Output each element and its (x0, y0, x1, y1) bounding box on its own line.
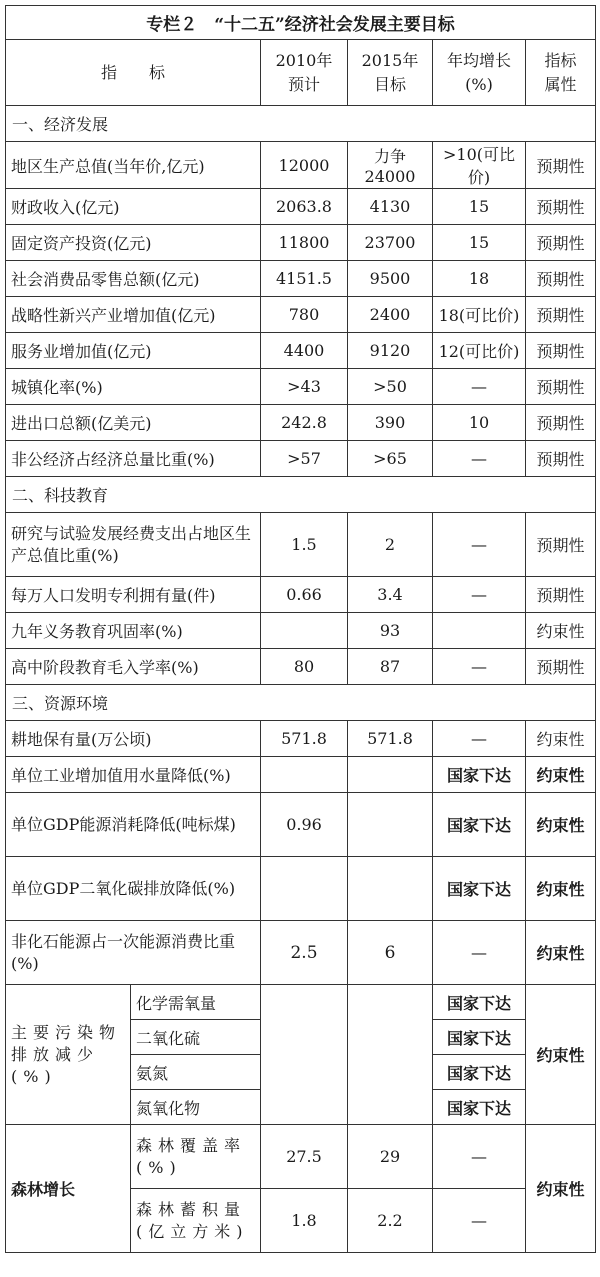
section-row (6, 106, 596, 142)
row-label: 非公经济占经济总量比重(%) (6, 441, 261, 477)
row-2015: 23700 (348, 225, 433, 261)
row-growth: 18 (433, 261, 526, 297)
table-row (6, 189, 596, 225)
row-label: 高中阶段教育毛入学率(%) (6, 649, 261, 685)
header-growth-line2: (%) (465, 74, 493, 94)
table-row (6, 793, 596, 857)
row-2015: 9500 (348, 261, 433, 297)
header-indicator: 指 标 (6, 40, 261, 106)
row-2015 (348, 793, 433, 857)
row-label: 单位工业增加值用水量降低(%) (6, 757, 261, 793)
pollutants-label: 主要污染物排放减少(%) (6, 985, 131, 1125)
forest-growth: — (433, 1125, 526, 1189)
row-2015: 3.4 (348, 577, 433, 613)
forest-item-name: 森林覆盖率(%) (131, 1125, 261, 1189)
row-label: 进出口总额(亿美元) (6, 405, 261, 441)
row-2010: 242.8 (261, 405, 348, 441)
row-attr: 约束性 (526, 721, 596, 757)
row-attr: 约束性 (526, 857, 596, 921)
row-2010: 571.8 (261, 721, 348, 757)
row-2015: 9120 (348, 333, 433, 369)
header-growth-line1: 年均增长 (446, 50, 511, 70)
header-2010-line1: 2010年 (275, 50, 333, 70)
header-growth (433, 40, 526, 106)
table-row (6, 441, 596, 477)
row-label: 非化石能源占一次能源消费比重(%) (6, 921, 261, 985)
row-label: 固定资产投资(亿元) (6, 225, 261, 261)
row-attr: 预期性 (526, 405, 596, 441)
row-2015: >50 (348, 369, 433, 405)
row-2010: 11800 (261, 225, 348, 261)
header-2010 (261, 40, 348, 106)
table-row (6, 757, 596, 793)
row-2010: 4400 (261, 333, 348, 369)
forest-2015: 2.2 (348, 1189, 433, 1253)
row-growth (433, 613, 526, 649)
pollutant-growth: 国家下达 (433, 985, 526, 1020)
forest-row (6, 1125, 596, 1189)
forest-2010: 27.5 (261, 1125, 348, 1189)
row-2010 (261, 757, 348, 793)
table-title: 专栏２ “十二五”经济社会发展主要目标 (6, 6, 596, 40)
row-label: 社会消费品零售总额(亿元) (6, 261, 261, 297)
targets-table (5, 5, 596, 1253)
header-attr-line2: 属性 (544, 74, 577, 94)
table-row (6, 513, 596, 577)
row-2010 (261, 857, 348, 921)
forest-growth: — (433, 1189, 526, 1253)
section-row (6, 477, 596, 513)
row-growth: — (433, 577, 526, 613)
section-row (6, 685, 596, 721)
section-resources: 三、资源环境 (6, 685, 596, 721)
row-growth: 国家下达 (433, 793, 526, 857)
table-row (6, 297, 596, 333)
row-attr: 预期性 (526, 261, 596, 297)
row-attr: 约束性 (526, 757, 596, 793)
row-attr: 预期性 (526, 369, 596, 405)
header-2010-line2: 预计 (287, 74, 320, 94)
row-2010: 780 (261, 297, 348, 333)
row-2010: >57 (261, 441, 348, 477)
table-row (6, 577, 596, 613)
table-row (6, 261, 596, 297)
header-2015 (348, 40, 433, 106)
table-row (6, 369, 596, 405)
pollutant-growth: 国家下达 (433, 1020, 526, 1055)
forest-item-name: 森林蓄积量(亿立方米) (131, 1189, 261, 1253)
row-growth: — (433, 369, 526, 405)
row-label: 九年义务教育巩固率(%) (6, 613, 261, 649)
row-label: 战略性新兴产业增加值(亿元) (6, 297, 261, 333)
table-row (6, 613, 596, 649)
row-2010: 4151.5 (261, 261, 348, 297)
row-growth: 18(可比价) (433, 297, 526, 333)
row-2010 (261, 613, 348, 649)
pollutants-2015-empty (348, 985, 433, 1125)
row-2015: 6 (348, 921, 433, 985)
row-label: 每万人口发明专利拥有量(件) (6, 577, 261, 613)
caption-row (6, 6, 596, 40)
row-attr: 预期性 (526, 297, 596, 333)
row-2010: 2063.8 (261, 189, 348, 225)
table-row (6, 721, 596, 757)
row-attr: 约束性 (526, 613, 596, 649)
row-growth: — (433, 721, 526, 757)
row-2010: 80 (261, 649, 348, 685)
row-2015: 93 (348, 613, 433, 649)
row-attr: 预期性 (526, 649, 596, 685)
row-2010: 1.5 (261, 513, 348, 577)
table-row (6, 333, 596, 369)
table-row (6, 857, 596, 921)
table-row (6, 649, 596, 685)
row-2015: 力争24000 (348, 142, 433, 189)
row-2015 (348, 857, 433, 921)
header-attr-line1: 指标 (544, 50, 577, 70)
section-tech: 二、科技教育 (6, 477, 596, 513)
row-label: 财政收入(亿元) (6, 189, 261, 225)
forest-label: 森林增长 (6, 1125, 131, 1253)
row-growth: 10 (433, 405, 526, 441)
forest-2010: 1.8 (261, 1189, 348, 1253)
row-2015: 2400 (348, 297, 433, 333)
row-label: 耕地保有量(万公顷) (6, 721, 261, 757)
row-attr: 预期性 (526, 225, 596, 261)
row-2015: 2 (348, 513, 433, 577)
row-2010: 0.96 (261, 793, 348, 857)
row-growth: 国家下达 (433, 857, 526, 921)
pollutants-attr: 约束性 (526, 985, 596, 1125)
row-2010: 0.66 (261, 577, 348, 613)
table-row (6, 225, 596, 261)
forest-attr: 约束性 (526, 1125, 596, 1253)
row-label: 城镇化率(%) (6, 369, 261, 405)
row-growth: 12(可比价) (433, 333, 526, 369)
row-growth: — (433, 649, 526, 685)
row-growth: 国家下达 (433, 757, 526, 793)
row-growth: — (433, 513, 526, 577)
row-2015: 87 (348, 649, 433, 685)
row-label: 服务业增加值(亿元) (6, 333, 261, 369)
table-row (6, 921, 596, 985)
row-label: 单位GDP二氧化碳排放降低(%) (6, 857, 261, 921)
row-growth: — (433, 921, 526, 985)
row-attr: 约束性 (526, 793, 596, 857)
row-attr: 预期性 (526, 441, 596, 477)
row-2015 (348, 757, 433, 793)
pollutant-name: 二氧化硫 (131, 1020, 261, 1055)
row-2015: 571.8 (348, 721, 433, 757)
row-2015: 390 (348, 405, 433, 441)
row-growth: — (433, 441, 526, 477)
pollutant-row (6, 985, 596, 1020)
row-growth: 15 (433, 225, 526, 261)
row-attr: 预期性 (526, 513, 596, 577)
row-attr: 预期性 (526, 142, 596, 189)
row-label: 单位GDP能源消耗降低(吨标煤) (6, 793, 261, 857)
row-label: 研究与试验发展经费支出占地区生产总值比重(%) (6, 513, 261, 577)
row-label: 地区生产总值(当年价,亿元) (6, 142, 261, 189)
row-2010: >43 (261, 369, 348, 405)
pollutants-2010-empty (261, 985, 348, 1125)
header-2015-line2: 目标 (373, 74, 406, 94)
row-attr: 预期性 (526, 333, 596, 369)
row-attr: 预期性 (526, 189, 596, 225)
section-economy: 一、经济发展 (6, 106, 596, 142)
row-2015: >65 (348, 441, 433, 477)
header-2015-line1: 2015年 (361, 50, 419, 70)
pollutant-name: 氮氧化物 (131, 1090, 261, 1125)
table-row (6, 142, 596, 189)
row-2015: 4130 (348, 189, 433, 225)
header-row (6, 40, 596, 106)
forest-2015: 29 (348, 1125, 433, 1189)
table-row (6, 405, 596, 441)
row-attr: 预期性 (526, 577, 596, 613)
row-growth: 15 (433, 189, 526, 225)
pollutant-name: 化学需氧量 (131, 985, 261, 1020)
header-attr (526, 40, 596, 106)
row-attr: 约束性 (526, 921, 596, 985)
pollutant-growth: 国家下达 (433, 1090, 526, 1125)
pollutant-name: 氨氮 (131, 1055, 261, 1090)
row-2010: 12000 (261, 142, 348, 189)
pollutant-growth: 国家下达 (433, 1055, 526, 1090)
row-growth: >10(可比价) (433, 142, 526, 189)
row-2010: 2.5 (261, 921, 348, 985)
